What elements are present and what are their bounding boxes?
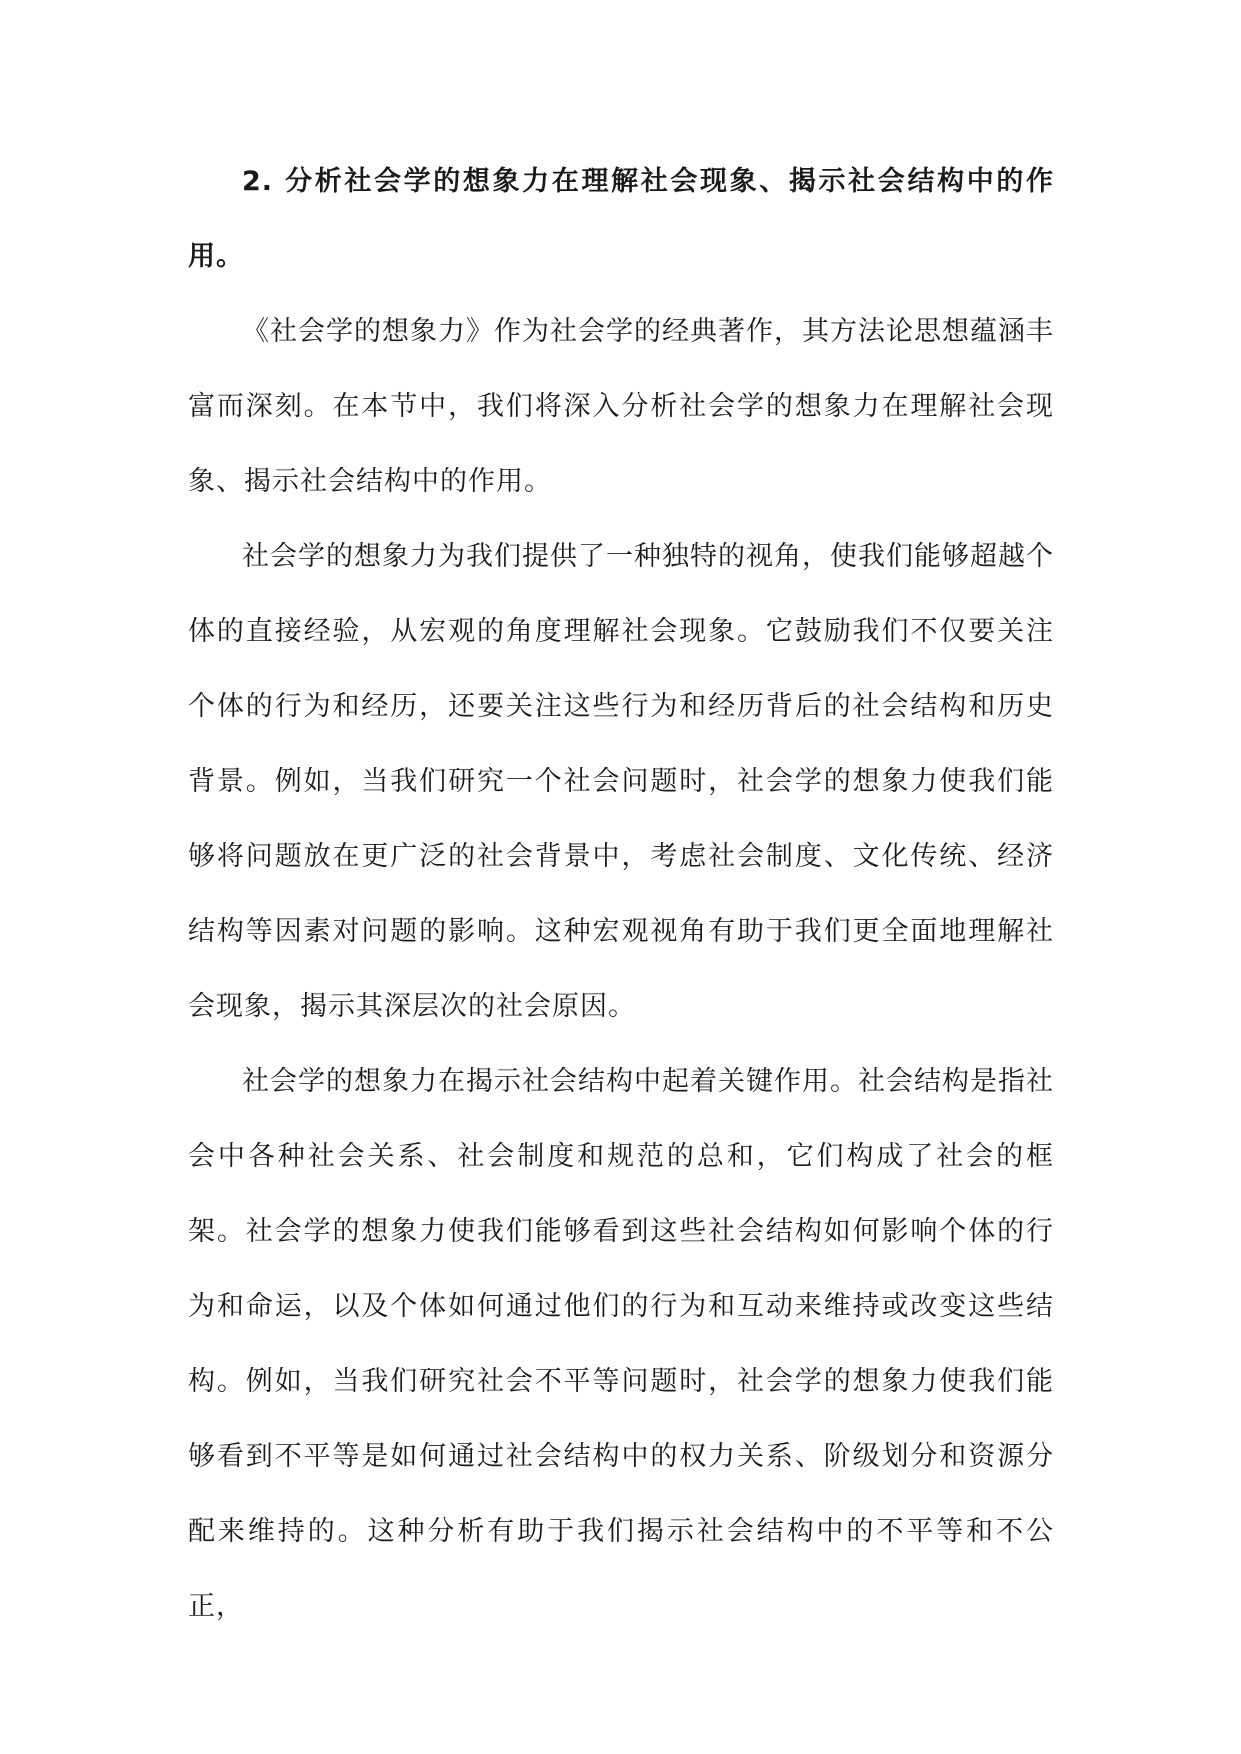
paragraph-social-phenomena: 社会学的想象力为我们提供了一种独特的视角，使我们能够超越个体的直接经验，从宏观的角度理解社会现象。它鼓励我们不仅要关注个体的行为和经历，还要关注这些行为和经历背后的社会结构和历史背景。例如，当我们研究一个社会问题时，社会学的想象力使我们能够将问题放在更广泛的社会背景中，考虑社会制度、文化传统、经济结构等因素对问题的影响。这种宏观视角有助于我们更全面地理解社会现象，揭示其深层次的社会原因。 xyxy=(188,541,1054,1022)
paragraph-intro: 《社会学的想象力》作为社会学的经典著作，其方法论思想蕴涵丰富而深刻。在本节中，我们将深入分析社会学的想象力在理解社会现象、揭示社会结构中的作用。 xyxy=(188,316,1054,497)
section-heading: 2. 分析社会学的想象力在理解社会现象、揭示社会结构中的作用。 xyxy=(188,166,1054,272)
document-body xyxy=(188,144,1054,1644)
paragraph-social-structure: 社会学的想象力在揭示社会结构中起着关键作用。社会结构是指社会中各种社会关系、社会制度和规范的总和，它们构成了社会的框架。社会学的想象力使我们能够看到这些社会结构如何影响个体的行为和命运，以及个体如何通过他们的行为和互动来维持或改变这些结构。例如，当我们研究社会不平等问题时，社会学的想象力使我们能够看到不平等是如何通过社会结构中的权力关系、阶级划分和资源分配来维持的。这种分析有助于我们揭示社会结构中的不平等和不公正， xyxy=(188,1066,1054,1622)
